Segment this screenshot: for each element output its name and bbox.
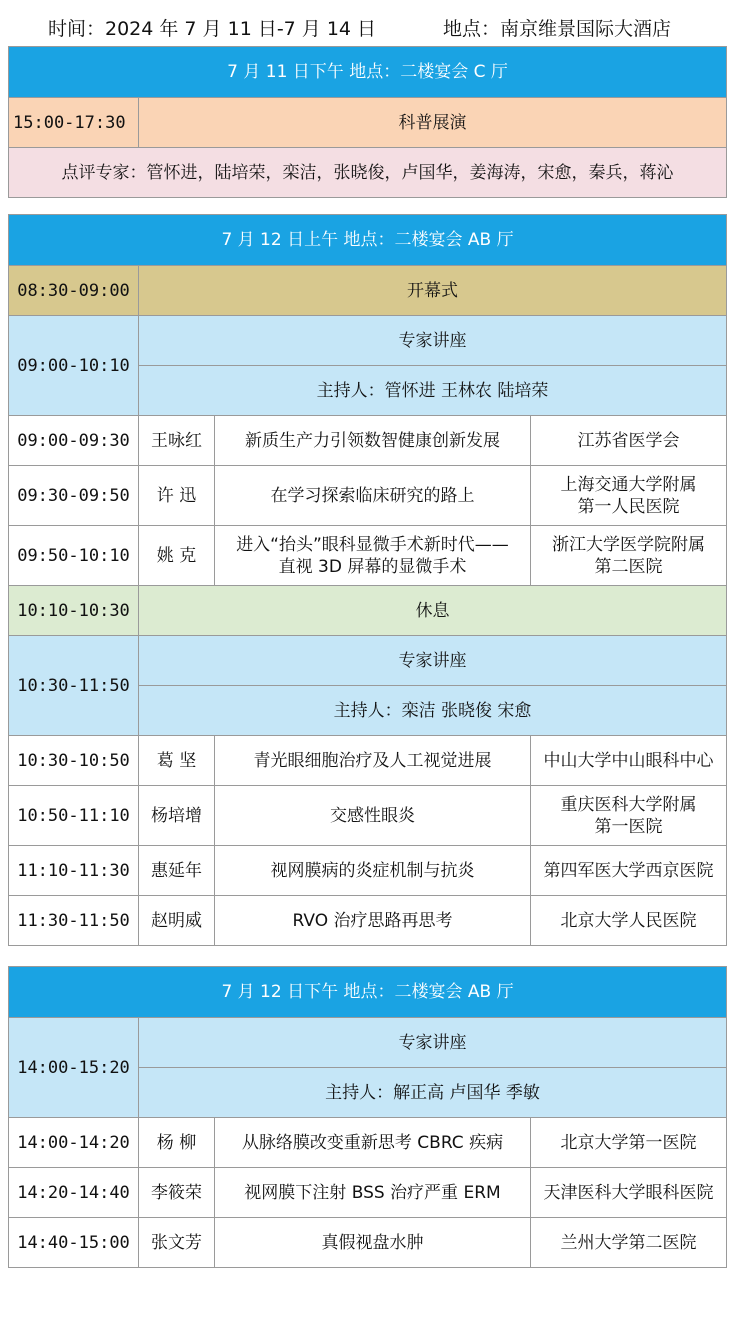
- talk-org: 第四军医大学西京医院: [531, 846, 727, 896]
- opening-ceremony: 开幕式: [139, 266, 727, 316]
- talk-row: [9, 526, 727, 586]
- talk-org: 中山大学中山眼科中心: [531, 736, 727, 786]
- section-jul12-pm: [8, 966, 727, 1268]
- talk-time: 14:20-14:40: [9, 1168, 139, 1218]
- talk-row: [9, 1118, 727, 1168]
- talk-time: 14:40-15:00: [9, 1218, 139, 1268]
- talk-row: [9, 846, 727, 896]
- break-label: 休息: [139, 586, 727, 636]
- talk-org: 上海交通大学附属 第一人民医院: [531, 466, 727, 526]
- session-time: 10:10-10:30: [9, 586, 139, 636]
- talk-speaker: 张文芳: [139, 1218, 215, 1268]
- talk-topic: 交感性眼炎: [215, 786, 531, 846]
- talk-row: [9, 466, 727, 526]
- talk-row: [9, 1168, 727, 1218]
- talk-row: [9, 736, 727, 786]
- talk-org: 浙江大学医学院附属 第二医院: [531, 526, 727, 586]
- review-experts: 点评专家：管怀进，陆培荣，栾洁，张晓俊，卢国华，姜海涛，宋愈，秦兵，蒋沁: [9, 148, 727, 198]
- talk-topic: 在学习探索临床研究的路上: [215, 466, 531, 526]
- talk-speaker: 许 迅: [139, 466, 215, 526]
- talk-speaker: 葛 坚: [139, 736, 215, 786]
- talk-time: 14:00-14:20: [9, 1118, 139, 1168]
- talk-topic: 青光眼细胞治疗及人工视觉进展: [215, 736, 531, 786]
- talk-topic: RVO 治疗思路再思考: [215, 896, 531, 946]
- page-header: [0, 0, 738, 46]
- talk-topic: 视网膜下注射 BSS 治疗严重 ERM: [215, 1168, 531, 1218]
- talk-org: 北京大学人民医院: [531, 896, 727, 946]
- talk-row: [9, 896, 727, 946]
- talk-speaker: 李筱荣: [139, 1168, 215, 1218]
- talk-time: 11:10-11:30: [9, 846, 139, 896]
- talk-time: 10:50-11:10: [9, 786, 139, 846]
- talk-topic: 新质生产力引领数智健康创新发展: [215, 416, 531, 466]
- event-venue: 地点：南京维景国际大酒店: [443, 18, 672, 40]
- talk-speaker: 杨培增: [139, 786, 215, 846]
- section-title: 7 月 11 日下午 地点：二楼宴会 C 厅: [9, 47, 727, 98]
- session-host: 主持人：管怀进 王林农 陆培荣: [139, 366, 727, 416]
- session-time: 08:30-09:00: [9, 266, 139, 316]
- talk-time: 10:30-10:50: [9, 736, 139, 786]
- lecture-label: 专家讲座: [139, 1018, 727, 1068]
- talk-speaker: 王咏红: [139, 416, 215, 466]
- talk-org: 重庆医科大学附属 第一医院: [531, 786, 727, 846]
- talk-org: 兰州大学第二医院: [531, 1218, 727, 1268]
- session-time: 10:30-11:50: [9, 636, 139, 736]
- lecture-label: 专家讲座: [139, 316, 727, 366]
- session-label: 科普展演: [139, 98, 727, 148]
- talk-time: 09:30-09:50: [9, 466, 139, 526]
- session-time: 15:00-17:30: [9, 98, 139, 148]
- talk-topic: 进入“抬头”眼科显微手术新时代—— 直视 3D 屏幕的显微手术: [215, 526, 531, 586]
- talk-topic: 真假视盘水肿: [215, 1218, 531, 1268]
- talk-speaker: 赵明威: [139, 896, 215, 946]
- talk-speaker: 姚 克: [139, 526, 215, 586]
- session-time: 14:00-15:20: [9, 1018, 139, 1118]
- lecture-label: 专家讲座: [139, 636, 727, 686]
- talk-row: [9, 1218, 727, 1268]
- event-dates: 时间：2024 年 7 月 11 日-7 月 14 日: [48, 18, 377, 40]
- talk-time: 09:50-10:10: [9, 526, 139, 586]
- talk-time: 11:30-11:50: [9, 896, 139, 946]
- session-host: 主持人：解正高 卢国华 季敏: [139, 1068, 727, 1118]
- talk-topic: 视网膜病的炎症机制与抗炎: [215, 846, 531, 896]
- talk-org: 北京大学第一医院: [531, 1118, 727, 1168]
- session-time: 09:00-10:10: [9, 316, 139, 416]
- talk-topic: 从脉络膜改变重新思考 CBRC 疾病: [215, 1118, 531, 1168]
- session-host: 主持人：栾洁 张晓俊 宋愈: [139, 686, 727, 736]
- talk-time: 09:00-09:30: [9, 416, 139, 466]
- section-title: 7 月 12 日下午 地点：二楼宴会 AB 厅: [9, 967, 727, 1018]
- talk-org: 天津医科大学眼科医院: [531, 1168, 727, 1218]
- talk-org: 江苏省医学会: [531, 416, 727, 466]
- section-jul12-am: [8, 214, 727, 946]
- talk-row: [9, 416, 727, 466]
- talk-row: [9, 786, 727, 846]
- section-jul11-pm: [8, 46, 727, 198]
- section-title: 7 月 12 日上午 地点：二楼宴会 AB 厅: [9, 215, 727, 266]
- talk-speaker: 惠延年: [139, 846, 215, 896]
- talk-speaker: 杨 柳: [139, 1118, 215, 1168]
